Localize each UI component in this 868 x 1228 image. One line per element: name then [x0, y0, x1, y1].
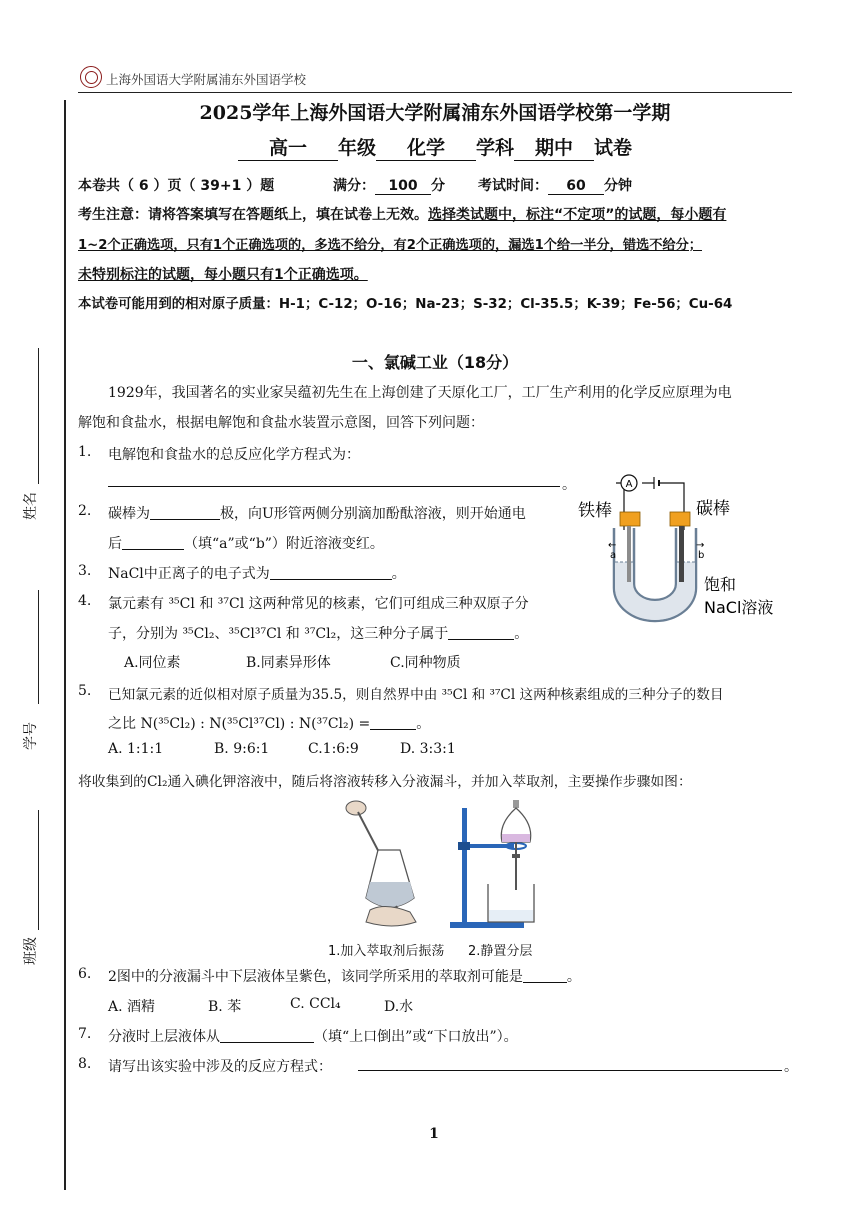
q8-answer-blank[interactable] [358, 1070, 782, 1071]
q3-end: 。 [391, 566, 406, 582]
q5-option-d: D. 3:3:1 [400, 741, 456, 757]
q2-line-2 [108, 533, 384, 553]
score-info [333, 175, 445, 195]
q7-text-b: （填“上口倒出”或“下口放出”）。 [314, 1029, 518, 1045]
q4-option-c: C.同种物质 [390, 655, 461, 671]
school-logo-icon [80, 66, 102, 88]
q4-option-b: B.同素异形体 [246, 655, 331, 671]
exam-title: 2025学年上海外国语大学附属浦东外国语学校第一学期 [199, 102, 671, 124]
q1-answer-blank[interactable] [108, 486, 560, 487]
solution-label-1: 饱和 [704, 575, 737, 594]
shaking-funnel-illustration [346, 801, 416, 926]
side-a-label: a [610, 550, 617, 561]
q2-text-c: 后 [108, 536, 122, 552]
electrolysis-figure [572, 468, 792, 623]
q1-number: 1. [78, 444, 92, 460]
q8-text: 请写出该实验中涉及的反应方程式： [108, 1059, 332, 1075]
q2-line-1 [108, 503, 526, 523]
figure-caption-1: 1.加入萃取剂后振荡 [328, 944, 445, 959]
q4-end: 。 [514, 626, 529, 642]
right-stopper [670, 512, 690, 526]
q5-option-c: C.1:6:9 [308, 741, 359, 757]
grade-value: 高一 [238, 133, 338, 161]
q6-blank[interactable] [523, 968, 567, 983]
q1-end: 。 [562, 477, 576, 493]
subject-value: 化学 [376, 133, 476, 161]
q2-text-d: （填“a”或“b”）附近溶液变红。 [184, 536, 384, 552]
side-b-arrow: → [696, 540, 705, 551]
figure-caption-2: 2.静置分层 [468, 944, 533, 959]
student-id-line [38, 590, 39, 704]
q6-text: 2图中的分液漏斗中下层液体呈紫色，该同学所采用的萃取剂可能是 [108, 969, 523, 985]
school-name: 上海外国语大学附属浦东外国语学校 [106, 72, 307, 87]
q5-line-1: 已知氯元素的近似相对原子质量为35.5，则自然界中由 ³⁵Cl 和 ³⁷Cl 这两种核素组成的三种分子的数目 [108, 687, 724, 703]
q8-end: 。 [784, 1059, 798, 1075]
q8-number: 8. [78, 1056, 92, 1072]
q6-option-d: D.水 [384, 999, 414, 1015]
left-stopper [620, 512, 640, 526]
q7-line [108, 1026, 518, 1046]
iron-rod-label: 铁棒 [578, 501, 612, 521]
q7-blank[interactable] [220, 1028, 314, 1043]
extraction-figure [330, 798, 570, 936]
hand-top-icon [346, 801, 366, 815]
clamp-knob [458, 842, 470, 850]
q7-number: 7. [78, 1026, 92, 1042]
q5-blank[interactable] [370, 715, 416, 730]
q3-text: NaCl中正离子的电子式为 [108, 566, 270, 582]
q2-blank-1[interactable] [150, 505, 220, 520]
q5-end: 。 [416, 716, 431, 732]
q5-option-a: A. 1:1:1 [108, 741, 164, 757]
stand-base [450, 922, 524, 928]
exam-value: 期中 [514, 133, 594, 161]
q6-option-a: A. 酒精 [108, 999, 156, 1015]
score-unit: 分 [431, 178, 445, 194]
q4-line-2 [108, 623, 528, 643]
notice-line-1-rest: 选择类试题中，标注“不定项”的试题，每小题有 [428, 207, 727, 223]
grade-word: 年级 [337, 137, 376, 159]
q6-number: 6. [78, 966, 92, 982]
beaker-liquid [489, 910, 533, 921]
q4-blank[interactable] [448, 625, 514, 640]
student-id-label: 学号 [23, 722, 39, 750]
time-unit: 分钟 [604, 178, 632, 194]
carbon-rod-label: 碳棒 [696, 499, 730, 519]
q3-number: 3. [78, 563, 92, 579]
q5-option-b: B. 9:6:1 [214, 741, 270, 757]
time-info [478, 175, 632, 195]
q5-text: 之比 N(³⁵Cl₂) : N(³⁵Cl³⁷Cl) : N(³⁷Cl₂) = [108, 716, 371, 732]
q6-end: 。 [566, 969, 581, 985]
page-number: 1 [429, 1126, 439, 1142]
solution-label-2: NaCl溶液 [704, 598, 774, 617]
iron-rod [627, 526, 631, 582]
intro-line-2: 解饱和食盐水，根据电解饱和食盐水装置示意图，回答下列问题： [78, 415, 484, 431]
transfer-text: 将收集到的Cl₂通入碘化钾溶液中，随后将溶液转移入分液漏斗，并加入萃取剂，主要操作步骤如图： [78, 774, 692, 790]
time-value: 60 [548, 178, 604, 195]
atomic-masses: 本试卷可能用到的相对原子质量：H-1；C-12；O-16；Na-23；S-32；Cl-35.5；K-39；Fe-56；Cu-64 [78, 297, 733, 312]
q2-blank-2[interactable] [122, 535, 184, 550]
page-count-text: 本卷共（ 6 ）页（ 39+1 ）题 [78, 178, 275, 194]
class-line [38, 810, 39, 930]
side-a-arrow: ← [608, 540, 617, 551]
binding-margin-line [64, 100, 66, 1190]
time-label: 考试时间： [478, 178, 548, 194]
notice-line-3: 未特别标注的试题，每小题只有1个正确选项。 [78, 267, 368, 283]
u-tube-inner [634, 528, 676, 600]
grade-line [78, 133, 792, 161]
hand-bottom-icon [366, 906, 416, 926]
q6-option-c: C. CCl₄ [290, 996, 341, 1012]
q2-text-a: 碳棒为 [108, 506, 150, 522]
notice-line-1 [78, 204, 726, 224]
q3-line [108, 563, 406, 583]
school-header [78, 66, 792, 93]
name-label: 姓名 [23, 492, 39, 520]
stopper [513, 800, 519, 808]
notice-lead: 考生注意：请将答案填写在答题纸上，填在试卷上无效。 [78, 207, 428, 223]
q1-text: 电解饱和食盐水的总反应化学方程式为： [108, 447, 360, 463]
stand-rod [462, 808, 467, 924]
q6-line [108, 966, 581, 986]
q4-text: 子，分别为 ³⁵Cl₂、³⁵Cl³⁷Cl 和 ³⁷Cl₂，这三种分子属于 [108, 626, 449, 642]
q4-option-a: A.同位素 [124, 655, 181, 671]
subject-word: 学科 [475, 137, 514, 159]
name-line [38, 348, 39, 484]
class-label: 班级 [23, 937, 39, 965]
ammeter-label: A [625, 479, 633, 490]
q4-line-1: 氯元素有 ³⁵Cl 和 ³⁷Cl 这两种常见的核素，它们可组成三种双原子分 [108, 596, 529, 612]
notice-line-2: 1~2个正确选项，只有1个正确选项的，多选不给分，有2个正确选项的，漏选1个给一半分，错选不给分； [78, 238, 702, 253]
ring-stand-illustration [450, 800, 534, 928]
carbon-rod [679, 526, 684, 582]
exam-word: 试卷 [594, 137, 633, 159]
intro-line-1: 1929年，我国著名的实业家吴蕴初先生在上海创建了天原化工厂，工厂生产利用的化学反应原理为电 [108, 385, 732, 401]
lower-layer [502, 834, 530, 842]
score-label: 满分： [333, 178, 375, 194]
section-title: 一、氯碱工业（18分） [351, 353, 519, 372]
side-b-label: b [698, 550, 705, 561]
q3-blank[interactable] [270, 565, 392, 580]
score-value: 100 [375, 178, 431, 195]
stopcock [512, 854, 520, 858]
q2-number: 2. [78, 503, 92, 519]
q6-option-b: B. 苯 [208, 999, 242, 1015]
q5-line-2 [108, 713, 430, 733]
q5-number: 5. [78, 683, 92, 699]
q2-text-b: 极，向U形管两侧分别滴加酚酞溶液，则开始通电 [220, 506, 526, 522]
q4-number: 4. [78, 593, 92, 609]
q7-text-a: 分液时上层液体从 [108, 1029, 220, 1045]
